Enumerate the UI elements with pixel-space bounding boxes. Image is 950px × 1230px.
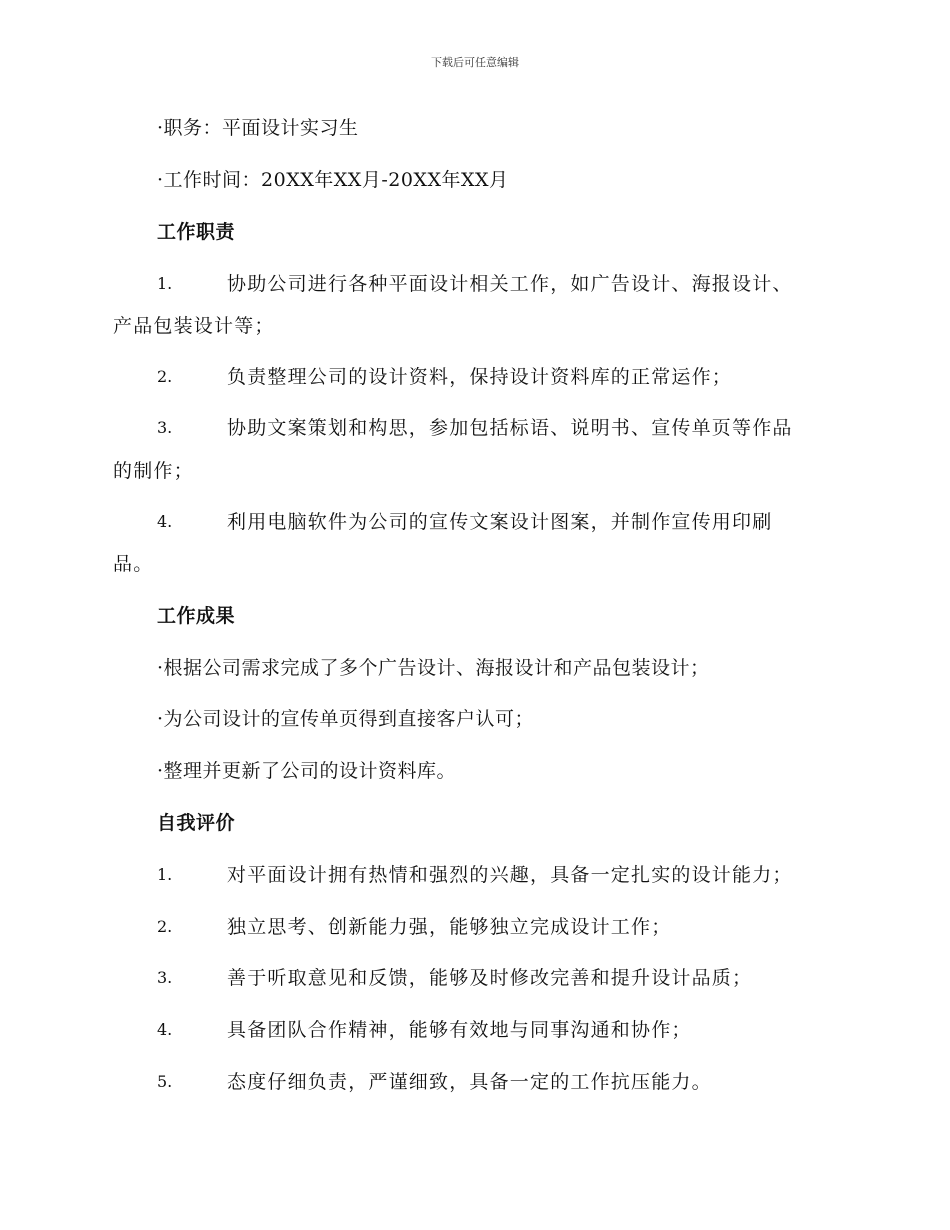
duty-text: 负责整理公司的设计资料，保持设计资料库的正常运作；: [227, 366, 733, 388]
duty-text: 协助文案策划和构思，参加包括标语、说明书、宣传单页等作品: [227, 417, 793, 439]
self-eval-number: 1.: [157, 865, 173, 884]
self-eval-number: 5.: [157, 1072, 173, 1091]
results-heading: 工作成果: [157, 605, 236, 627]
duty-number: 2.: [157, 367, 173, 386]
duty-text-continued: 的制作；: [113, 460, 194, 482]
self-eval-number: 2.: [157, 917, 173, 936]
duty-text: 协助公司进行各种平面设计相关工作，如广告设计、海报设计、: [227, 273, 793, 295]
duty-text-continued: 品。: [113, 553, 154, 575]
duty-text-continued: 产品包装设计等；: [113, 315, 275, 337]
self-eval-text: 态度仔细负责，严谨细致，具备一定的工作抗压能力。: [227, 1071, 712, 1093]
position-line: ·职务：平面设计实习生: [157, 117, 359, 139]
self-eval-text: 善于听取意见和反馈，能够及时修改完善和提升设计品质；: [227, 967, 753, 989]
work-period-line: ·工作时间：20XX年XX月-20XX年XX月: [157, 169, 509, 191]
self-eval-text: 独立思考、创新能力强，能够独立完成设计工作；: [227, 916, 672, 938]
result-item: ·整理并更新了公司的设计资料库。: [157, 760, 457, 782]
duty-number: 4.: [157, 512, 173, 531]
duty-text: 利用电脑软件为公司的宣传文案设计图案，并制作宣传用印刷: [227, 511, 773, 533]
duty-number: 1.: [157, 274, 173, 293]
self-eval-number: 3.: [157, 968, 173, 987]
self-eval-text: 对平面设计拥有热情和强烈的兴趣，具备一定扎实的设计能力；: [227, 864, 793, 886]
self-eval-text: 具备团队合作精神，能够有效地与同事沟通和协作；: [227, 1019, 692, 1041]
result-item: ·为公司设计的宣传单页得到直接客户认可；: [157, 708, 535, 730]
duties-heading: 工作职责: [157, 221, 236, 243]
duty-number: 3.: [157, 418, 173, 437]
result-item: ·根据公司需求完成了多个广告设计、海报设计和产品包装设计；: [157, 657, 710, 679]
self-eval-number: 4.: [157, 1020, 173, 1039]
self-eval-heading: 自我评价: [157, 812, 236, 834]
header-note: 下载后可任意编辑: [431, 56, 519, 69]
